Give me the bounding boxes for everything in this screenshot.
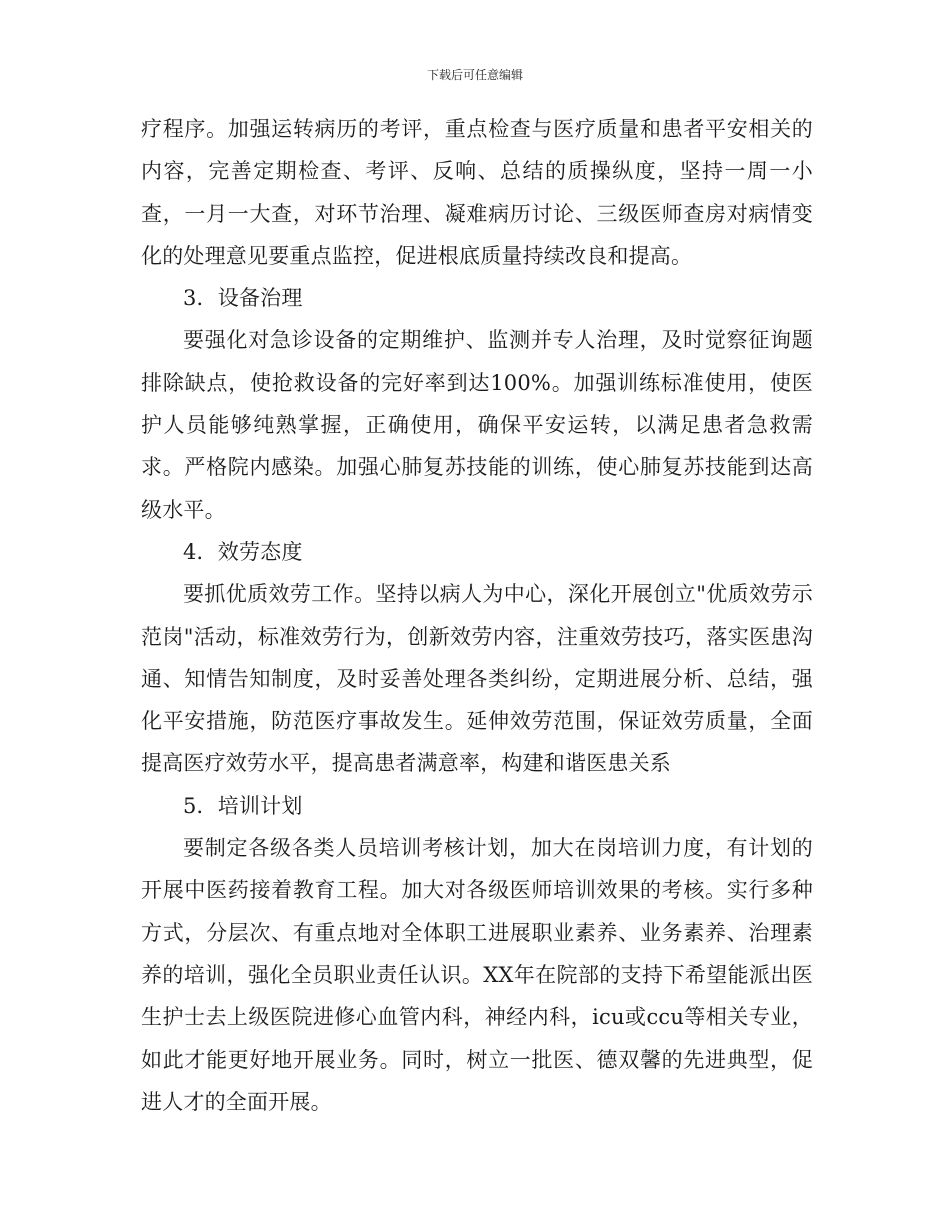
paragraph-service: 要抓优质效劳工作。坚持以病人为中心，深化开展创立"优质效劳示范岗"活动，标准效劳行为，创新效劳内容，注重效劳技巧，落实医患沟通、知情告知制度，及时妥善处理各类纠纷，定期进展分析、总结，强化平安措施，防范医疗事故发生。延伸效劳范围，保证效劳质量，全面提高医疗效劳水平，提高患者满意率，构建和谐医患关系 (141, 582, 813, 776)
page-header: 下载后可任意编辑 (426, 68, 523, 82)
section-heading-training: 5．培训计划 (183, 793, 303, 818)
document-body (141, 108, 813, 1123)
section-heading-service: 4．效劳态度 (183, 539, 303, 564)
paragraph-training: 要制定各级各类人员培训考核计划，加大在岗培训力度，有计划的开展中医药接着教育工程。加大对各级医师培训效果的考核。实行多种方式，分层次、有重点地对全体职工进展职业素养、业务素养、治理素养的培训，强化全员职业责任认识。XX年在院部的支持下希望能派出医生护士去上级医院进修心血管内科，神经内科，icu或ccu等相关专业，如此才能更好地开展业务。同时，树立一批医、德双馨的先进典型，促进人才的全面开展。 (141, 836, 813, 1114)
section-heading-equipment: 3．设备治理 (183, 286, 303, 311)
paragraph-equipment: 要强化对急诊设备的定期维护、监测并专人治理，及时觉察征询题排除缺点，使抢救设备的完好率到达100%。加强训练标准使用，使医护人员能够纯熟掌握，正确使用，确保平安运转，以满足患者急救需求。严格院内感染。加强心肺复苏技能的训练，使心肺复苏技能到达高级水平。 (141, 328, 813, 522)
paragraph-continued: 疗程序。加强运转病历的考评，重点检查与医疗质量和患者平安相关的内容，完善定期检查、考评、反响、总结的质操纵度，坚持一周一小查，一月一大查，对环节治理、凝难病历讨论、三级医师查房对病情变化的处理意见要重点监控，促进根底质量持续改良和提高。 (141, 117, 813, 268)
